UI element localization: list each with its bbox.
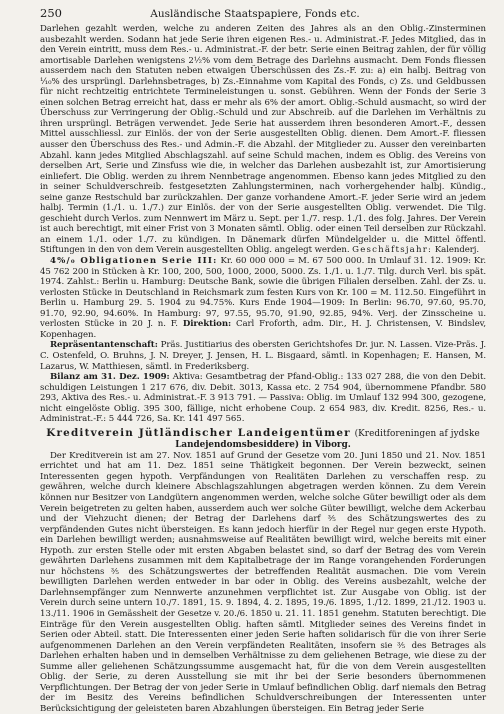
paragraph-representatives [40, 340, 486, 372]
direction-label: Direktion: [182, 319, 232, 330]
balance-text: Aktiva: Gesamtbetrag der Pfand-Oblig.: 133 027 288, die von den Debit. schuldigen Leistungen 1 217 676, div. Debit. 3013, Kassa etc. 2 754 904, übernommene Pfandbr. 580 293, Aktiva des Res.- u. Administrat.-F. 3 913 791. — Passiva: Oblig. im Umlauf 132 994 300, gezogene, nicht eingelöste Oblig. 395 300, fällige, nicht erhobene Coup. 2 654 983, div. Kredit. 8256, Res.- u. Administrat.-F.: 5 444 726, Sa. Kr. 141 497 565. [40, 372, 486, 425]
article-body-2 [40, 451, 486, 714]
balance-label: Bilanz am 31. Dez. 1909: [50, 372, 170, 383]
paragraph-kreditverein: Der Kreditverein ist am 27. Nov. 1851 auf Grund der Gesetze vom 20. Juni 1850 und 21. Nov. 1851 errichtet und hat am 11. Dez. 1851 seine Thätigkeit begonnen. Der Verein bezweckt, seinen Interessenten gegen hypoth. Verpfändungen von Realitäten Darlehen zu verschaffen resp. zu gewähren, welche durch kleinere Abschlagszahlungen abgetragen werden können. Zu dem Verein können nur Besitzer von Landgütern angenommen werden, welche solche Güter bewilligt oder als dem Verein beigetreten zu gelten haben, ausserdem auch wer solche Güter bewilligt, welche dem Ackerbau und der Viehzucht dienen; der Betrag der Darlehens darf ⅗ des Schätzungswertes des zu verpfändenden Gutes nicht übersteigen. Es kann jedoch hierfür in der Regel nur gegen erste Hypoth. ein Darlehen bewilligt werden; ausnahmsweise auf Realitäten bewilligt wird, welche bereits mit einer Hypoth. zur ersten Stelle oder mit ersten Abgaben belastet sind, so darf der Betrag des vom Verein gewährten Darlehens zusammen mit dem Kapitalbetrage der im Range vorangehenden Forderungen nur höchstens ⅗ des Schätzungswertes der betreffenden Realität ausmachen. Die vom Verein bewilligten Darlehen werden entweder in bar oder in Oblig. des Vereins ausbezahlt, welche der Darlehnsempfänger zum Nennwerte anzunehmen verpflichtet ist. Zur Ausgabe von Oblig. ist der Verein durch seine untern 10./7. 1891, 15. 9. 1894, 4. 2. 1895, 19./6. 1895, 1./12. 1899, 21./12. 1903 u. 13./11. 1906 in Gemässheit der Gesetze v. 20./6. 1850 u. 21. 11. 1851 genehm. Statuten berechtigt. Die Einträge für den Verein ausgestellten Oblig. haften sämtl. Mitglieder seines des Vereins findet in Serien oder Abteil. statt. Die Interessenten einer jeden Serie haften solidarisch für die von ihrer Serie aufgenommenen Darlehen an den Verein verpfändeten Realitäten, insofern sie ⅗ des Betrages als Darlehen erhalten haben und in demselben Verhältnisse zu dem geliehenen Betrage, wie diese zu der Summe aller geliehenen Schätzungssumme ausgemacht hat, für die von dem Verein ausgestellten Oblig. der Serie, zu deren Ausstellung sie mit ihr bei der Serie besonders übernommenen Verpflichtungen. Der Betrag der von jeder Serie in Umlauf befindlichen Oblig. darf niemals den Betrag der im Besitz des Vereins befindlichen Schuldverschreibungen der Interessenten unter Berücksichtigung der geleisteten baren Abzahlungen übersteigen. Ein Betrag jeder Serie [40, 450, 486, 714]
fiscal-year-value: Kalenderj. [434, 245, 480, 256]
representatives-text: Präs. Justitiarius des obersten Gerichtshofes Dr. jur. N. Lassen. Vize-Präs. J. C. Ostenfeld, O. Bruhns, J. N. Dreyer, J. Jensen, H. L. Bisgaard, sämtl. in Kopenhagen; E. Hansen, M. Lazarus, W. Matthiesen, sämtl. in Frederiksberg. [40, 340, 486, 372]
section-title-paren: (Kreditforeningen af jydske [354, 428, 480, 439]
section-title-main: Kreditverein Jütländischer Landeigentümer [46, 426, 351, 439]
page-number: 250 [40, 6, 62, 20]
bonds-series-label: 4%/₀ Obligationen Serie III: [50, 256, 218, 267]
paragraph-bonds [40, 256, 486, 340]
section-subtitle: Landejendomsbesiddere) in Viborg. [175, 439, 351, 450]
paragraph-balance [40, 372, 486, 425]
bonds-series-text: Kr. 60 000 000 = M. 67 500 000. In Umlauf 31. 12. 1909: Kr. 45 762 200 in Stücken à Kr. 100, 200, 500, 1000, 2000, 5000. Zs. 1./1. u. 1./7. Tilg. durch Verl. bis spät. 1974. Zahlst.: Berlin u. Hamburg: Deutsche Bank, sowie die übrigen Filialen derselben. Zahl. der Zs. u. verlosten Stücke in Deutschland in Reichsmark zum festen Kurs von Kr. 100 = M. 112.50. Eingeführt in Berlin u. Hamburg 29. 5. 1904 zu 94.75%. Kurs Ende 1904—1909: In Berlin: 96.70, 97.60, 95.70, 91.70, 92.90, 94.60%. In Hamburg: 97, 97.55, 95.70, 91.90, 92.85, 94%. Verj. der Zinsscheine u. verlosten Stücke in 20 J. n. F. [40, 256, 487, 330]
fiscal-year-label: Geschäftsjahr: [352, 245, 433, 256]
article-body [40, 24, 486, 425]
paragraph-statutes [40, 24, 486, 256]
page-header [40, 6, 486, 24]
section-title [40, 428, 486, 440]
representatives-label: Repräsentantenschaft: [50, 340, 158, 351]
paragraph-statutes-text: Darlehen gezahlt werden, welche zu anderen Zeiten des Jahres als an den Oblig.-Zinsterminen ausbezahlt werden. Sodann hat jede Serie ihren eigenen Res.- u. Administrat.-F. Jedes Mitglied, das in den Verein eintritt, muss dem Res.- u. Administrat.-F. der betr. Serie einen Beitrag zahlen, der für völlig amortisable Darlehen wenigstens 2½% vom dem Betrage des Darlehns ausmacht. Dem Fonds fliessen ausserdem nach den Statuten neben etwaigen Überschüssen des Zs.-F. zu: a) ein halbj. Beitrag von ¹⁄₁₀% des ursprüngl. Darlehnsbetrages, b) Zs.-Einnahme vom Kapital des Fonds, c) Zs. und Geldbussen für nicht rechtzeitig entrichtete Termineleistungen u. sonst. Gebühren. Wenn der Fonds der Serie 3 einen solchen Betrag erreicht hat, dass er mehr als 6% der amort. Oblig.-Schuld ausmacht, so wird der Überschuss zur Verringerung der Oblig.-Schuld und zur Abschreib. auf die Darlehen im Verhältnis zu ihren ursprüngl. Beträgen verwendet. Jede Serie hat ausserdem ihren besonderen Amort.-F., dessen Mittel ausschliessl. zur Einlös. der von der Serie ausgestellten Oblig. dienen. Dem Amort.-F. fliessen ausser den Überschuss des Res.- und Admin.-F. die Abzahl. der Mitglieder zu. Ausser den vereinbarten Abzahl. kann jedes Mitglied Abschlagszahl. auf seine Schuld machen, indem es Oblig. des Vereins von derselben Art, Serie und Zinsfuss wie die, in welcher das Darlehen ausbezahlt ist, zur Amortisierung einliefert. Die Oblig. werden zu ihrem Nennbetrage angenommen. Ebenso kann jedes Mitglied zu den in seiner Schuldverschreib. festgesetzten Zahlungsterminen, nach vorhergehender halbj. Kündig., seine ganze Restschuld bar zurückzahlen. Der ganze vorhandene Amort.-F. jeder Serie wird an jedem halbj. Termin (1./1. u. 1./7.) zur Einlös. der von der Serie ausgestellten Oblig. verwendet. Die Tilg. geschieht durch Verlos. zum Nennwert im März u. Sept. per 1./7. resp. 1./1. des folg. Jahres. Der Verein ist auch berechtigt, mit einer Frist von 3 Monaten sämtl. Oblig. oder einen Teil derselben zur Rückzahl. an einem 1./1. oder 1./7. zu kündigen. In Dänemark dürfen Mündelgelder u. die Mittel öffentl. Stiftungen in den von dem Verein ausgestellten Oblig. angelegt werden. [40, 24, 486, 256]
running-title: Ausländische Staatspapiere, Fonds etc. [150, 8, 360, 20]
direction-text: Carl Froforth, adm. Dir., H. J. Christensen, V. Bindslev, Kopenhagen. [40, 319, 487, 340]
